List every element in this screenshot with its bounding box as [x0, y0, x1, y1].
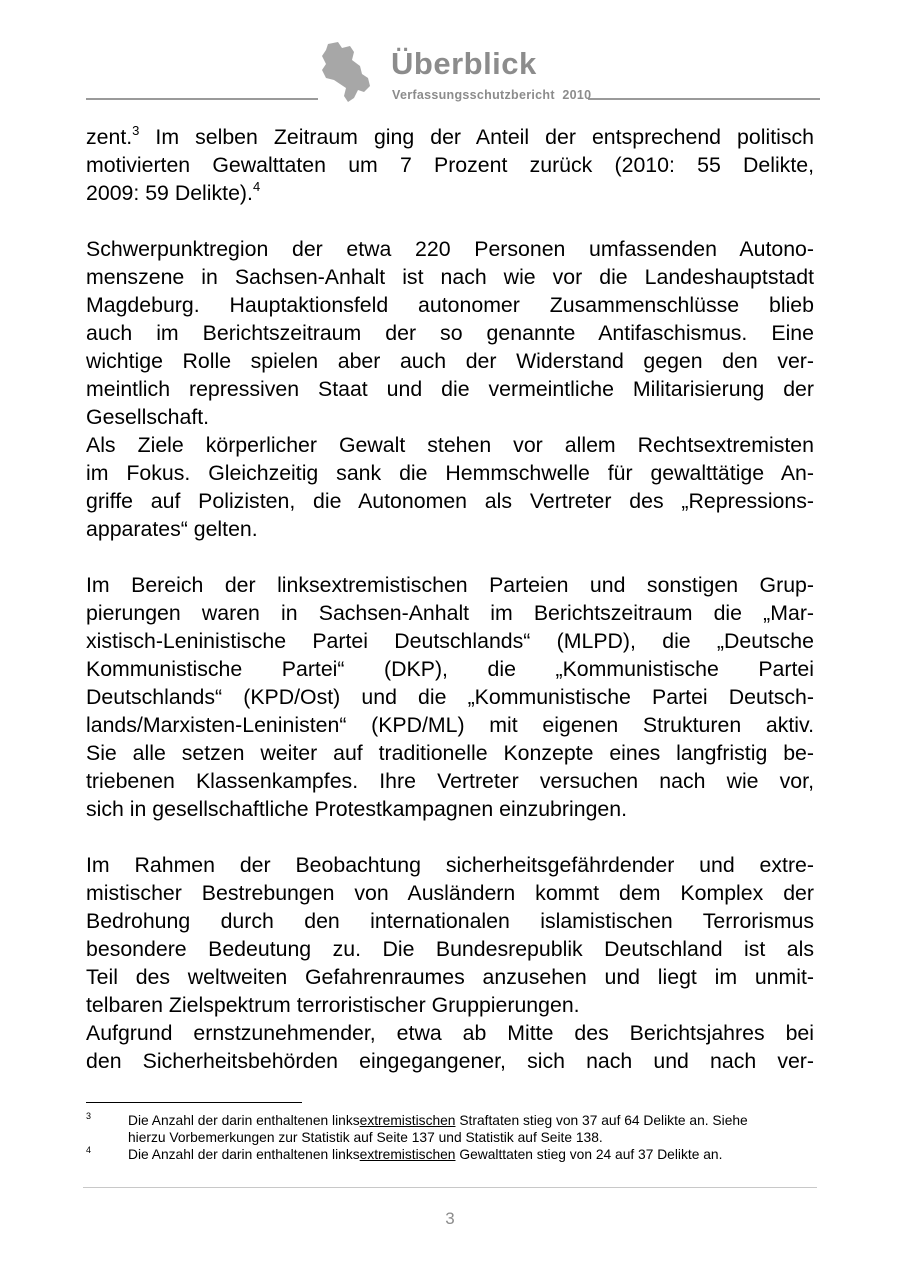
paragraph	[86, 1019, 814, 1075]
paragraph	[86, 571, 814, 823]
text-line: Im Bereich der linksextremistischen Parteien und sonstigen Grup-	[86, 573, 814, 597]
text-line: Im Rahmen der Beobachtung sicherheitsgefährdender und extre-	[86, 853, 814, 877]
text-line: meintlich repressiven Staat und die vermeintliche Militarisierung der	[86, 377, 814, 401]
text-line: auch im Berichtszeitraum der so genannte Antifaschismus. Eine	[86, 321, 814, 345]
header-brand: Überblick	[391, 46, 537, 81]
text-line	[86, 123, 814, 151]
page-number: 3	[445, 1209, 455, 1228]
text-span: Im selben Zeitraum ging der Anteil der entsprechend politisch	[139, 125, 814, 149]
paragraph	[86, 431, 814, 543]
text-line: griffe auf Polizisten, die Autonomen als Vertreter des „Repressions-	[86, 489, 814, 513]
saxony-anhalt-map-icon	[318, 40, 372, 104]
text-span: Gewalttaten stieg von 24 auf 37 Delikte an.	[455, 1147, 723, 1162]
footer-rule	[83, 1187, 817, 1188]
text-line: den Sicherheitsbehörden eingegangener, sich nach und nach ver-	[86, 1049, 814, 1073]
text-line: telbaren Zielspektrum terroristischer Gruppierungen.	[86, 993, 580, 1017]
text-line: Deutschlands“ (KPD/Ost) und die „Kommunistische Partei Deutsch-	[86, 685, 814, 709]
text-span: Die Anzahl der darin enthaltenen links	[128, 1147, 360, 1162]
underlined-text: extremistischen	[359, 1147, 456, 1162]
text-line: wichtige Rolle spielen aber auch der Widerstand gegen den ver-	[86, 349, 814, 373]
paragraph	[86, 851, 814, 1019]
text-line: Schwerpunktregion der etwa 220 Personen umfassenden Autono-	[86, 237, 814, 261]
paragraph	[86, 123, 814, 207]
text-line: pierungen waren in Sachsen-Anhalt im Berichtszeitraum die „Mar-	[86, 601, 814, 625]
text-line: Bedrohung durch den internationalen islamistischen Terrorismus	[86, 909, 814, 933]
text-line: Magdeburg. Hauptaktionsfeld autonomer Zusammenschlüsse blieb	[86, 293, 814, 317]
text-line: sich in gesellschaftliche Protestkampagnen einzubringen.	[86, 797, 628, 821]
header-subtitle: Verfassungsschutzbericht 2010	[392, 88, 592, 102]
text-line: motivierten Gewalttaten um 7 Prozent zurück (2010: 55 Delikte,	[86, 153, 814, 177]
footnote-text	[128, 1112, 748, 1129]
text-line: Aufgrund ernstzunehmender, etwa ab Mitte des Berichtsjahres bei	[86, 1021, 814, 1045]
text-line: menszene in Sachsen-Anhalt ist nach wie vor die Landeshauptstadt	[86, 265, 814, 289]
text-span: Straftaten stieg von 37 auf 64 Delikte an. Siehe	[455, 1113, 748, 1128]
paragraph	[86, 235, 814, 431]
text-line: apparates“ gelten.	[86, 517, 258, 541]
text-line: triebenen Klassenkampfes. Ihre Vertreter versuchen nach wie vor,	[86, 769, 814, 793]
text-line: im Fokus. Gleichzeitig sank die Hemmschwelle für gewalttätige An-	[86, 461, 814, 485]
text-line: mistischer Bestrebungen von Ausländern kommt dem Komplex der	[86, 881, 814, 905]
text-span: Die Anzahl der darin enthaltenen links	[128, 1113, 360, 1128]
text-line: Als Ziele körperlicher Gewalt stehen vor allem Rechtsextremisten	[86, 433, 814, 457]
text-line: Gesellschaft.	[86, 405, 210, 429]
text-line: Kommunistische Partei“ (DKP), die „Kommunistische Partei	[86, 657, 814, 681]
footnote-ref-4[interactable]: 4	[252, 179, 261, 194]
text-span: 2009: 59 Delikte).	[86, 181, 253, 205]
footnote-text-line2: hierzu Vorbemerkungen zur Statistik auf Seite 137 und Statistik auf Seite 138.	[128, 1130, 603, 1145]
text-line: Sie alle setzen weiter auf traditionelle Konzepte eines langfristig be-	[86, 741, 814, 765]
footnote-rule	[86, 1102, 302, 1103]
text-line: Teil des weltweiten Gefahrenraumes anzusehen und liegt im unmit-	[86, 965, 814, 989]
header-rule-right	[588, 98, 820, 100]
footnote-number: 3	[86, 1111, 92, 1121]
footnote-number: 4	[86, 1145, 92, 1155]
text-line: lands/Marxisten-Leninisten“ (KPD/ML) mit eigenen Strukturen aktiv.	[86, 713, 814, 737]
underlined-text: extremistischen	[359, 1113, 456, 1128]
text-line: xistisch-Leninistische Partei Deutschlands“ (MLPD), die „Deutsche	[86, 629, 814, 653]
body-text	[86, 123, 814, 1103]
header-rule-left	[86, 98, 318, 100]
text-span: zent.	[86, 125, 133, 149]
footnote-text	[128, 1146, 722, 1163]
text-line: besondere Bedeutung zu. Die Bundesrepublik Deutschland ist als	[86, 937, 814, 961]
text-line	[86, 179, 814, 207]
footnote-ref-3[interactable]: 3	[132, 123, 140, 138]
